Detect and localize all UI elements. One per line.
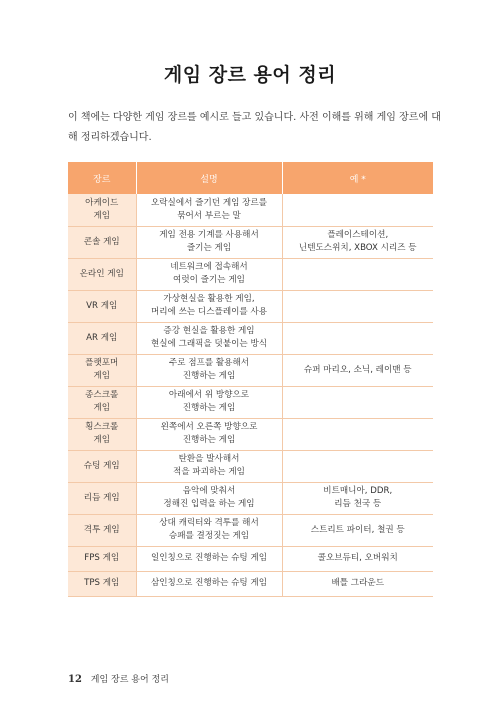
description-cell: 오락실에서 즐기던 게임 장르를 묶어서 부르는 말 bbox=[136, 194, 282, 226]
table-row bbox=[68, 258, 433, 290]
example-cell: 배틀 그라운드 bbox=[282, 571, 433, 596]
column-header-genre: 장르 bbox=[68, 162, 136, 194]
example-cell bbox=[282, 290, 433, 322]
table-row bbox=[68, 514, 433, 546]
genre-cell: 격투 게임 bbox=[68, 514, 136, 546]
table-row bbox=[68, 194, 433, 226]
table-row bbox=[68, 354, 433, 386]
table-header-row bbox=[68, 162, 433, 194]
genre-cell: FPS 게임 bbox=[68, 546, 136, 571]
genre-cell: 콘솔 게임 bbox=[68, 226, 136, 258]
table-row bbox=[68, 450, 433, 482]
column-header-description: 설명 bbox=[136, 162, 282, 194]
genre-cell: 횡스크롤 게임 bbox=[68, 418, 136, 450]
example-cell: 콜오브듀티, 오버워치 bbox=[282, 546, 433, 571]
running-title: 게임 장르 용어 정리 bbox=[90, 675, 169, 685]
description-cell: 증강 현실을 활용한 게임 현실에 그래픽을 덧붙이는 방식 bbox=[136, 322, 282, 354]
description-cell: 주로 점프를 활용해서 진행하는 게임 bbox=[136, 354, 282, 386]
table-row bbox=[68, 418, 433, 450]
table-row bbox=[68, 546, 433, 571]
genre-table bbox=[68, 162, 433, 597]
description-cell: 가상현실을 활용한 게임, 머리에 쓰는 디스플레이를 사용 bbox=[136, 290, 282, 322]
example-cell bbox=[282, 322, 433, 354]
genre-cell: VR 게임 bbox=[68, 290, 136, 322]
example-cell: 스트리트 파이터, 철권 등 bbox=[282, 514, 433, 546]
table-row bbox=[68, 226, 433, 258]
genre-cell: 슈팅 게임 bbox=[68, 450, 136, 482]
example-cell bbox=[282, 418, 433, 450]
genre-cell: AR 게임 bbox=[68, 322, 136, 354]
table-row bbox=[68, 290, 433, 322]
description-cell: 상대 캐릭터와 격투를 해서 승패를 결정짓는 게임 bbox=[136, 514, 282, 546]
genre-cell: 아케이드 게임 bbox=[68, 194, 136, 226]
genre-cell: 종스크롤 게임 bbox=[68, 386, 136, 418]
page-number: 12 bbox=[68, 674, 82, 685]
genre-cell: 온라인 게임 bbox=[68, 258, 136, 290]
example-cell: 플레이스테이션, 닌텐도스위치, XBOX 시리즈 등 bbox=[282, 226, 433, 258]
example-cell: 슈퍼 마리오, 소닉, 레이맨 등 bbox=[282, 354, 433, 386]
example-cell bbox=[282, 386, 433, 418]
description-cell: 일인칭으로 진행하는 슈팅 게임 bbox=[136, 546, 282, 571]
description-cell: 왼쪽에서 오른쪽 방향으로 진행하는 게임 bbox=[136, 418, 282, 450]
description-cell: 아래에서 위 방향으로 진행하는 게임 bbox=[136, 386, 282, 418]
description-cell: 게임 전용 기계를 사용해서 즐기는 게임 bbox=[136, 226, 282, 258]
genre-cell: TPS 게임 bbox=[68, 571, 136, 596]
table-row bbox=[68, 322, 433, 354]
example-cell bbox=[282, 194, 433, 226]
description-cell: 탄환을 발사해서 적을 파괴하는 게임 bbox=[136, 450, 282, 482]
description-cell: 음악에 맞춰서 정해진 입력을 하는 게임 bbox=[136, 482, 282, 514]
intro-paragraph: 이 책에는 다양한 게임 장르를 예시로 들고 있습니다. 사전 이해를 위해 게임 장르에 대해 정리하겠습니다. bbox=[68, 112, 441, 143]
example-cell bbox=[282, 258, 433, 290]
table-row bbox=[68, 571, 433, 596]
table-row bbox=[68, 386, 433, 418]
example-cell: 비트매니아, DDR, 리듬 천국 등 bbox=[282, 482, 433, 514]
genre-cell: 리듬 게임 bbox=[68, 482, 136, 514]
genre-cell: 플랫포머 게임 bbox=[68, 354, 136, 386]
example-cell bbox=[282, 450, 433, 482]
column-header-example: 예 * bbox=[282, 162, 433, 194]
page-title: 게임 장르 용어 정리 bbox=[163, 64, 337, 86]
description-cell: 네트워크에 접속해서 여럿이 즐기는 게임 bbox=[136, 258, 282, 290]
table-row bbox=[68, 482, 433, 514]
description-cell: 삼인칭으로 진행하는 슈팅 게임 bbox=[136, 571, 282, 596]
page-footer bbox=[68, 672, 169, 685]
